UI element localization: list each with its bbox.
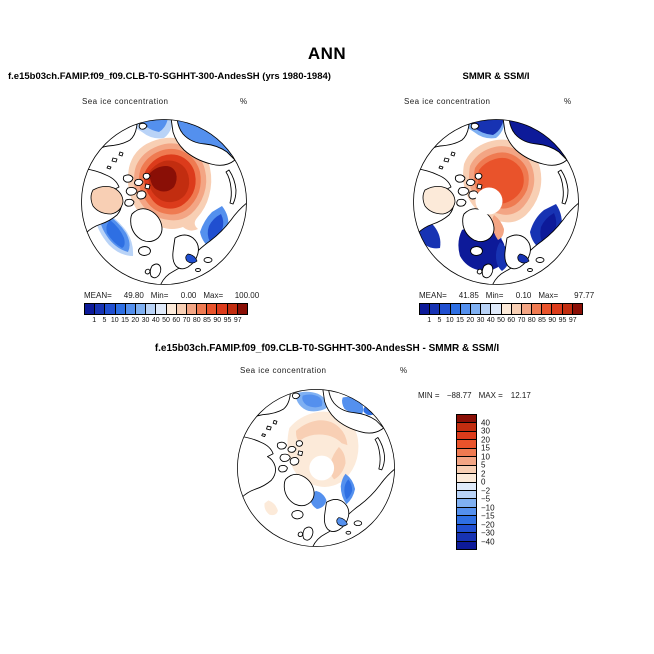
colorbar-cell	[238, 304, 247, 314]
colorbar-tick-label: 20	[466, 317, 475, 324]
colorbar-tick-label: 30	[481, 426, 490, 436]
colorbar-cell	[457, 508, 476, 516]
colorbar-cell	[481, 304, 491, 314]
colorbar-cell	[457, 491, 476, 499]
colorbar-tick-label: 10	[481, 452, 490, 461]
colorbar-tick-label: 20	[131, 317, 140, 324]
mean-label: MEAN=	[419, 291, 447, 300]
colorbar-cell	[457, 423, 476, 431]
colorbar-tick-label: 40	[151, 317, 160, 324]
mean-label: MEAN=	[84, 291, 112, 300]
colorbar-tick-label: 20	[481, 435, 490, 444]
colorbar-tick-label: −2	[481, 486, 491, 495]
colorbar-cell	[207, 304, 217, 314]
colorbar-cell	[85, 304, 95, 314]
colorbar-cell	[491, 304, 501, 314]
colorbar-cell	[552, 304, 562, 314]
diff-field-label: Sea ice concentration	[240, 366, 327, 375]
colorbar-tick-label: 5	[437, 317, 442, 324]
diff-colorbar-ticks	[481, 414, 507, 550]
colorbar-cell	[136, 304, 146, 314]
colorbar-tick-label: 70	[182, 317, 191, 324]
colorbar-cell	[512, 304, 522, 314]
colorbar-cell	[457, 483, 476, 491]
colorbar-tick-label: 95	[558, 317, 567, 324]
colorbar-cell	[542, 304, 552, 314]
max-value: 97.77	[574, 291, 595, 300]
colorbar-cell	[156, 304, 166, 314]
colorbar-cell	[502, 304, 512, 314]
colorbar-cell	[95, 304, 105, 314]
colorbar-cell	[451, 304, 461, 314]
colorbar-cell	[126, 304, 136, 314]
obs-units-label: %	[564, 97, 572, 106]
obs-colorbar	[419, 303, 583, 315]
colorbar-tick-label: 90	[548, 317, 557, 324]
colorbar-tick-label: 50	[162, 317, 170, 324]
model-panel-header: f.e15b03ch.FAMIP.f09_f09.CLB-T0-SGHHT-300-AndesSH (yrs 1980-1984)	[8, 71, 331, 82]
colorbar-cell	[457, 516, 476, 524]
colorbar-cell	[167, 304, 177, 314]
colorbar-cell	[116, 304, 126, 314]
colorbar-cell	[573, 304, 582, 314]
min-label: Min=	[485, 291, 504, 300]
colorbar-tick-label: 85	[203, 317, 211, 324]
colorbar-cell	[457, 415, 476, 423]
model-colorbar-ticks	[84, 317, 248, 326]
colorbar-tick-label: −10	[481, 503, 495, 512]
colorbar-tick-label: −5	[481, 494, 491, 504]
colorbar-tick-label: 15	[456, 317, 464, 324]
min-value: 0.10	[515, 291, 532, 300]
min-label: Min=	[150, 291, 169, 300]
model-sea-ice-field	[80, 118, 248, 286]
obs-stats	[419, 291, 594, 300]
mean-value: 49.80	[123, 291, 144, 300]
colorbar-tick-label: 0	[481, 477, 486, 487]
colorbar-tick-label: 15	[481, 443, 490, 453]
obs-panel-header: SMMR & SSM/I	[462, 71, 530, 82]
colorbar-cell	[105, 304, 115, 314]
obs-sea-ice-field	[412, 118, 580, 286]
pole-hole	[476, 188, 503, 215]
colorbar-tick-label: −30	[481, 528, 495, 538]
colorbar-cell	[430, 304, 440, 314]
max-value: 100.00	[234, 291, 260, 300]
colorbar-cell	[457, 440, 476, 448]
colorbar-tick-label: 80	[527, 317, 536, 324]
colorbar-tick-label: 90	[213, 317, 222, 324]
colorbar-tick-label: 10	[110, 317, 119, 324]
mean-value: 41.85	[458, 291, 479, 300]
max-value: 12.17	[510, 391, 531, 400]
min-label: MIN =	[418, 391, 440, 400]
colorbar-cell	[197, 304, 207, 314]
model-stats	[84, 291, 259, 300]
colorbar-tick-label: 95	[223, 317, 232, 324]
colorbar-tick-label: 5	[481, 460, 486, 470]
colorbar-tick-label: 30	[141, 317, 150, 324]
colorbar-tick-label: 50	[497, 317, 505, 324]
max-label: Max=	[203, 291, 224, 300]
colorbar-tick-label: 70	[517, 317, 526, 324]
colorbar-cell	[146, 304, 156, 314]
colorbar-cell	[420, 304, 430, 314]
colorbar-cell	[228, 304, 238, 314]
model-colorbar	[84, 303, 248, 315]
colorbar-cell	[187, 304, 197, 314]
colorbar-tick-label: 85	[538, 317, 546, 324]
colorbar-tick-label: 30	[476, 317, 485, 324]
diff-map	[236, 388, 396, 548]
colorbar-tick-label: −40	[481, 537, 495, 546]
colorbar-cell	[457, 533, 476, 541]
colorbar-tick-label: 10	[445, 317, 454, 324]
colorbar-cell	[457, 542, 476, 549]
max-label: Max=	[538, 291, 559, 300]
model-map	[80, 118, 248, 286]
colorbar-cell	[457, 457, 476, 465]
colorbar-cell	[532, 304, 542, 314]
colorbar-tick-label: 60	[507, 317, 516, 324]
colorbar-cell	[563, 304, 573, 314]
colorbar-tick-label: 40	[481, 418, 490, 427]
diff-panel-header: f.e15b03ch.FAMIP.f09_f09.CLB-T0-SGHHT-300-AndesSH - SMMR & SSM/I	[154, 343, 500, 354]
colorbar-cell	[457, 466, 476, 474]
model-units-label: %	[240, 97, 248, 106]
colorbar-cell	[457, 449, 476, 457]
colorbar-tick-label: 60	[172, 317, 181, 324]
colorbar-cell	[217, 304, 227, 314]
colorbar-cell	[457, 474, 476, 482]
colorbar-cell	[522, 304, 532, 314]
colorbar-tick-label: −20	[481, 520, 495, 529]
colorbar-cell	[457, 525, 476, 533]
colorbar-tick-label: 2	[481, 469, 486, 478]
page-title: ANN	[307, 44, 347, 63]
colorbar-tick-label: 97	[568, 317, 577, 324]
min-value: −88.77	[446, 391, 472, 400]
colorbar-cell	[440, 304, 450, 314]
obs-field-label: Sea ice concentration	[404, 97, 491, 106]
colorbar-tick-label: 80	[192, 317, 201, 324]
colorbar-tick-label: 1	[427, 317, 432, 324]
diff-sea-ice-field	[236, 388, 396, 548]
colorbar-tick-label: 40	[486, 317, 495, 324]
colorbar-cell	[177, 304, 187, 314]
obs-map	[412, 118, 580, 286]
diff-colorbar	[456, 414, 477, 550]
diff-stats	[418, 391, 531, 400]
colorbar-tick-label: 97	[233, 317, 242, 324]
colorbar-cell	[461, 304, 471, 314]
model-field-label: Sea ice concentration	[82, 97, 169, 106]
diff-units-label: %	[400, 366, 408, 375]
obs-colorbar-ticks	[419, 317, 583, 326]
colorbar-cell	[457, 432, 476, 440]
min-value: 0.00	[180, 291, 197, 300]
colorbar-tick-label: 15	[121, 317, 129, 324]
colorbar-cell	[471, 304, 481, 314]
colorbar-cell	[457, 499, 476, 507]
colorbar-tick-label: 1	[92, 317, 97, 324]
colorbar-tick-label: −15	[481, 511, 495, 521]
pole-hole	[309, 456, 334, 481]
colorbar-tick-label: 5	[102, 317, 107, 324]
max-label: MAX =	[478, 391, 503, 400]
